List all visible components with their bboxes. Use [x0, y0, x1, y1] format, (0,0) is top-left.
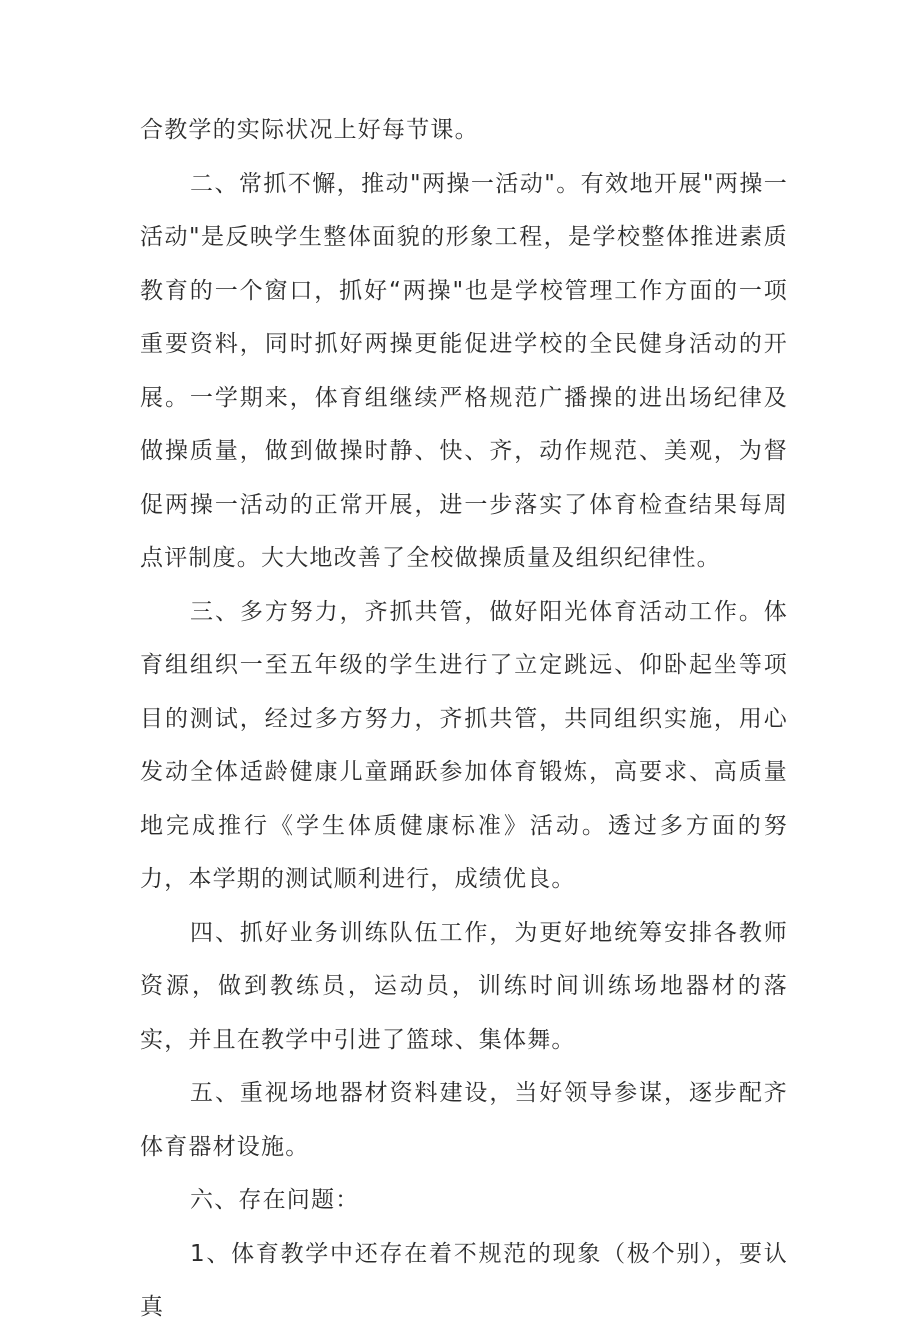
- document-body: [140, 104, 788, 1335]
- paragraph-section-2: 二、常抓不懈，推动"两操一活动"。有效地开展"两操一活动"是反映学生整体面貌的形象工程，是学校整体推进素质教育的一个窗口，抓好“两操"也是学校管理工作方面的一项重要资料，同时抓好两操更能促进学校的全民健身活动的开展。一学期来，体育组继续严格规范广播操的进出场纪律及做操质量，做到做操时静、快、齐，动作规范、美观，为督促两操一活动的正常开展，进一步落实了体育检查结果每周点评制度。大大地改善了全校做操质量及组织纪律性。: [140, 170, 788, 571]
- paragraph-section-5: 五、重视场地器材资料建设，当好领导参谋，逐步配齐体育器材设施。: [140, 1080, 788, 1160]
- paragraph-section-4: 四、抓好业务训练队伍工作，为更好地统筹安排各教师资源，做到教练员，运动员，训练时间训练场地器材的落实，并且在教学中引进了篮球、集体舞。: [140, 919, 788, 1053]
- paragraph-section-6-heading: 六、存在问题：: [190, 1187, 360, 1213]
- paragraph-section-3: 三、多方努力，齐抓共管，做好阳光体育活动工作。体育组组织一至五年级的学生进行了立定跳远、仰卧起坐等项目的测试，经过多方努力，齐抓共管，共同组织实施，用心发动全体适龄健康儿童踊跃参加体育锻炼，高要求、高质量地完成推行《学生体质健康标准》活动。透过多方面的努力，本学期的测试顺利进行，成绩优良。: [140, 598, 788, 892]
- paragraph-continuation: 合教学的实际状况上好每节课。: [140, 117, 479, 143]
- paragraph-issue-1: 1、体育教学中还存在着不规范的现象（极个别），要认真: [140, 1240, 788, 1320]
